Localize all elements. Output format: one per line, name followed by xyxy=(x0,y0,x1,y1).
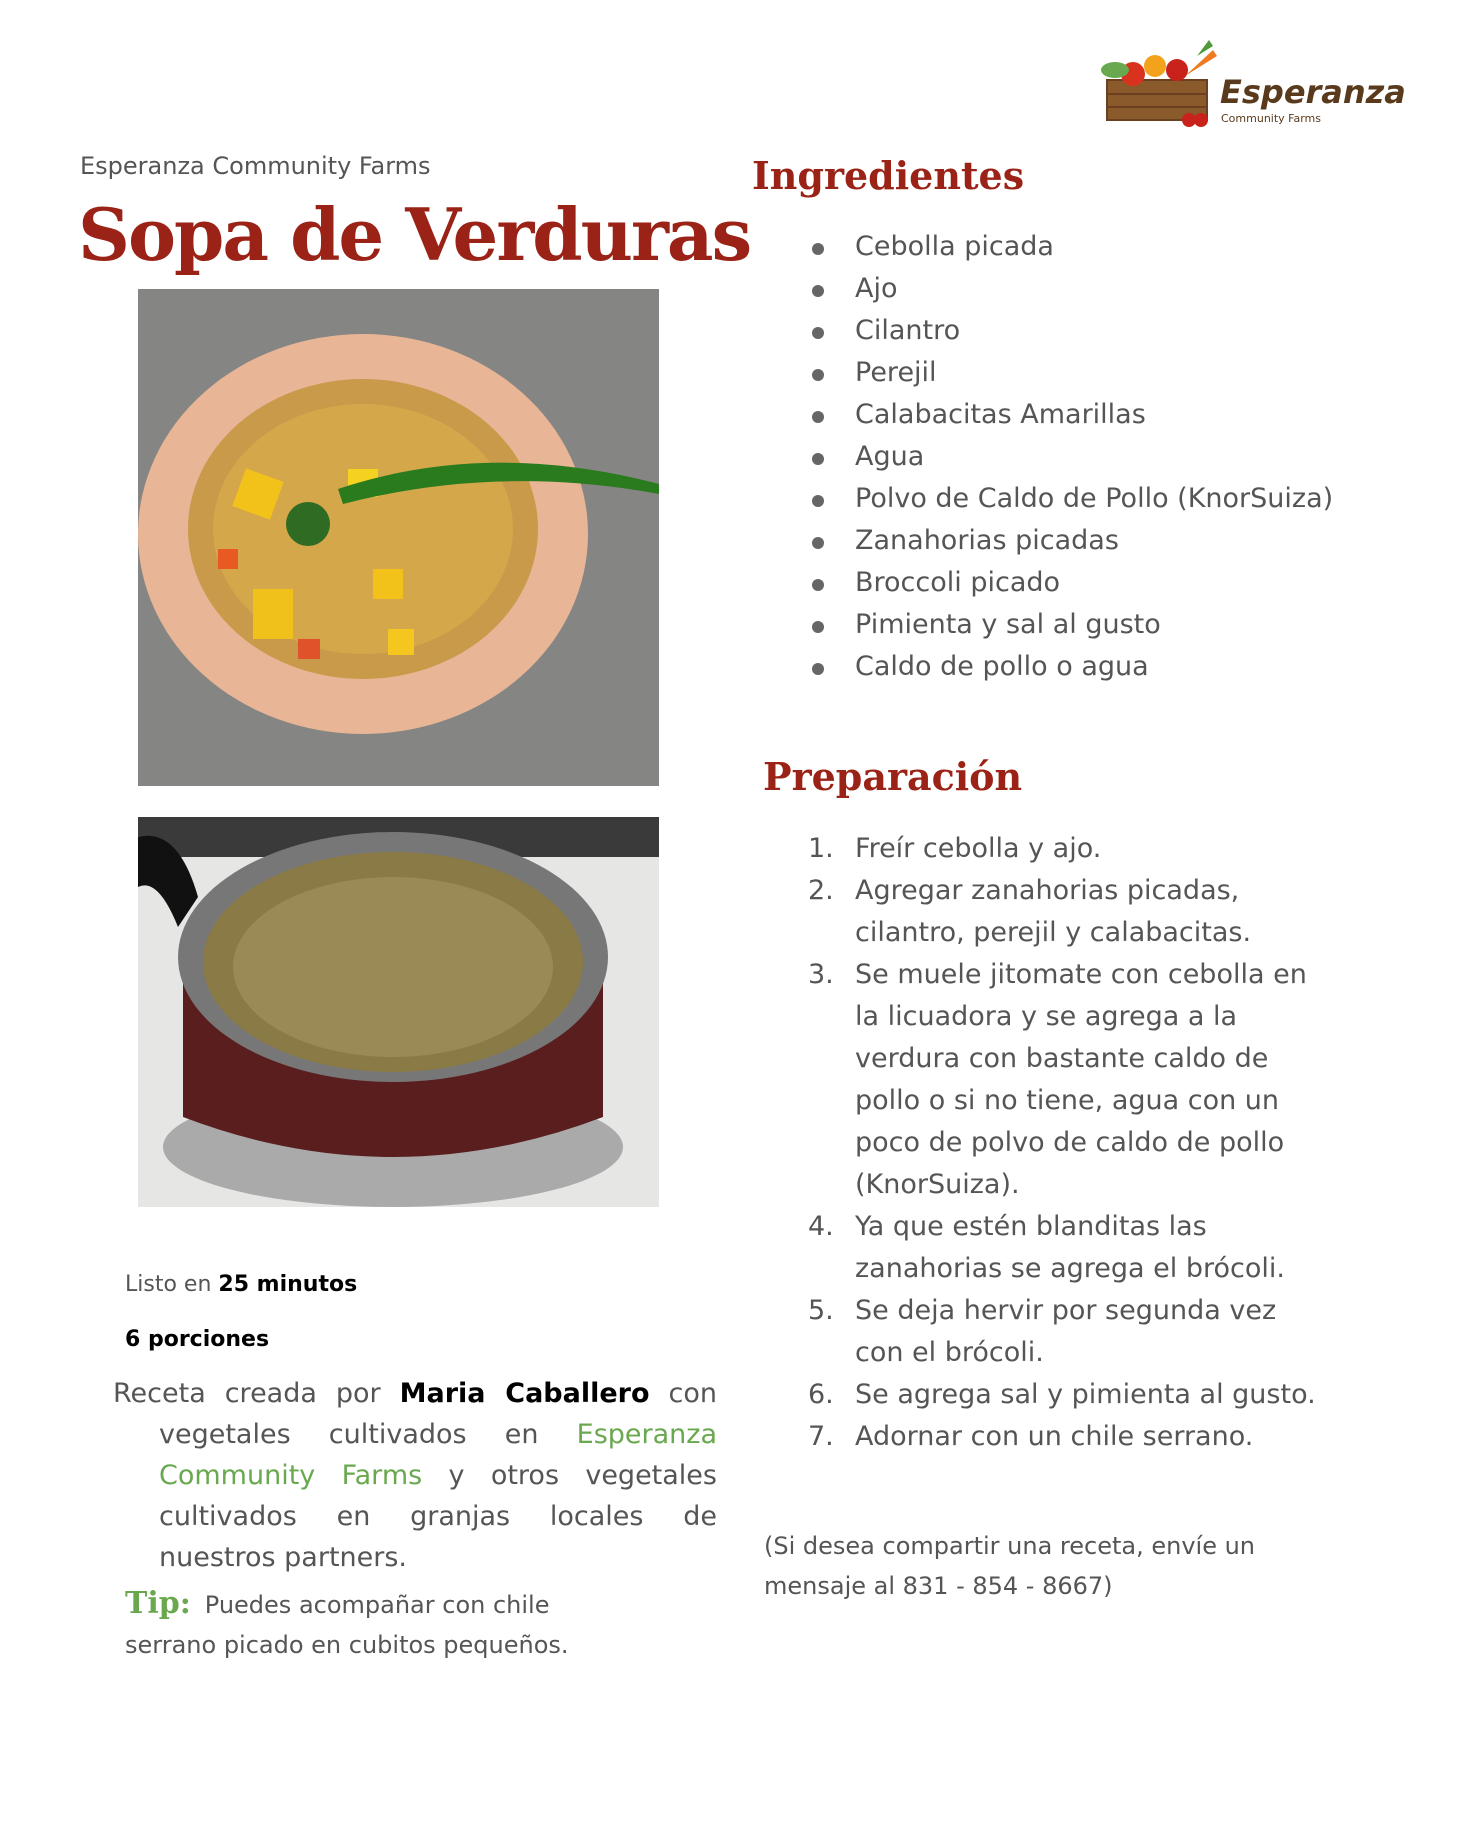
step-text: Ya que estén blanditas las zanahorias se agrega el brócoli. xyxy=(855,1211,1285,1284)
svg-text:Community Farms: Community Farms xyxy=(1221,112,1321,125)
step-number: 4. xyxy=(808,1211,834,1242)
ingredient-item xyxy=(810,394,1333,436)
step-text: Adornar con un chile serrano. xyxy=(855,1421,1254,1452)
ready-value: 25 minutos xyxy=(218,1272,358,1297)
ingredients-list xyxy=(810,226,1333,688)
ingredient-text: Ajo xyxy=(855,273,898,304)
bullet-icon xyxy=(812,411,824,423)
share-recipe-note: (Si desea compartir una receta, envíe un mensaje al 831 - 854 - 8667) xyxy=(764,1532,1256,1600)
ingredient-item xyxy=(810,226,1333,268)
ingredient-item xyxy=(810,646,1333,688)
bullet-icon xyxy=(812,495,824,507)
ingredient-text: Zanahorias picadas xyxy=(855,525,1119,556)
bullet-icon xyxy=(812,621,824,633)
step-text: Se muele jitomate con cebolla en la licuadora y se agrega a la verdura con bastante caldo de pollo o si no tiene, agua con un poco de polvo de caldo de pollo (KnorSuiza). xyxy=(855,959,1307,1200)
step-text: Se agrega sal y pimienta al gusto. xyxy=(855,1379,1316,1410)
step-item xyxy=(808,954,1328,1206)
ingredient-text: Broccoli picado xyxy=(855,567,1061,598)
credit-text: con vegetales cultivados en xyxy=(159,1378,717,1450)
step-item xyxy=(808,828,1328,870)
bullet-icon xyxy=(812,327,824,339)
preparation-heading: Preparación xyxy=(763,754,1023,799)
ingredient-text: Calabacitas Amarillas xyxy=(855,399,1146,430)
ingredient-item xyxy=(810,604,1333,646)
credit-text: Receta creada por xyxy=(113,1378,400,1409)
recipe-credit xyxy=(113,1373,717,1578)
step-number: 5. xyxy=(808,1295,834,1326)
step-item xyxy=(808,870,1328,954)
ingredient-text: Agua xyxy=(855,441,925,472)
step-number: 3. xyxy=(808,959,834,990)
soup-pot-photo xyxy=(138,817,659,1207)
bullet-icon xyxy=(812,285,824,297)
step-item xyxy=(808,1290,1328,1374)
farm-name: Esperanza Community Farms xyxy=(159,1419,717,1491)
ingredient-item xyxy=(810,352,1333,394)
recipe-title: Sopa de Verduras xyxy=(78,192,751,277)
soup-bowl-photo xyxy=(138,289,659,786)
tip xyxy=(125,1584,645,1665)
esperanza-logo xyxy=(1085,36,1406,132)
step-number: 2. xyxy=(808,875,834,906)
ingredient-text: Cilantro xyxy=(855,315,961,346)
ingredients-heading: Ingredientes xyxy=(752,153,1025,198)
step-number: 7. xyxy=(808,1421,834,1452)
ready-label: Listo en xyxy=(125,1272,219,1297)
tip-text: Puedes acompañar con chile serrano picado en cubitos pequeños. xyxy=(125,1591,569,1659)
ingredient-item xyxy=(810,310,1333,352)
step-text: Se deja hervir por segunda vez con el brócoli. xyxy=(855,1295,1277,1368)
author-name: Maria Caballero xyxy=(399,1378,650,1409)
step-item xyxy=(808,1416,1328,1458)
step-number: 1. xyxy=(808,833,834,864)
bullet-icon xyxy=(812,243,824,255)
step-item xyxy=(808,1206,1328,1290)
organization-name: Esperanza Community Farms xyxy=(80,152,431,180)
step-number: 6. xyxy=(808,1379,834,1410)
ingredient-text: Perejil xyxy=(855,357,937,388)
bullet-icon xyxy=(812,369,824,381)
ingredient-item xyxy=(810,562,1333,604)
bullet-icon xyxy=(812,579,824,591)
bullet-icon xyxy=(812,453,824,465)
svg-text:Esperanza: Esperanza xyxy=(1220,73,1406,111)
ingredient-text: Polvo de Caldo de Pollo (KnorSuiza) xyxy=(855,483,1334,514)
ingredient-text: Cebolla picada xyxy=(855,231,1054,262)
step-text: Freír cebolla y ajo. xyxy=(855,833,1102,864)
ingredient-item xyxy=(810,436,1333,478)
tip-label: Tip: xyxy=(125,1586,191,1621)
ingredient-item xyxy=(810,520,1333,562)
credit-text: y otros vegetales cultivados en granjas locales de nuestros partners. xyxy=(159,1460,717,1573)
ingredient-item xyxy=(810,268,1333,310)
step-item xyxy=(808,1374,1328,1416)
ingredient-item xyxy=(810,478,1333,520)
ingredient-text: Caldo de pollo o agua xyxy=(855,651,1149,682)
servings: 6 porciones xyxy=(125,1327,270,1352)
bullet-icon xyxy=(812,663,824,675)
step-text: Agregar zanahorias picadas, cilantro, perejil y calabacitas. xyxy=(855,875,1252,948)
ready-time xyxy=(125,1272,357,1297)
ingredient-text: Pimienta y sal al gusto xyxy=(855,609,1161,640)
preparation-steps xyxy=(808,828,1328,1458)
bullet-icon xyxy=(812,537,824,549)
